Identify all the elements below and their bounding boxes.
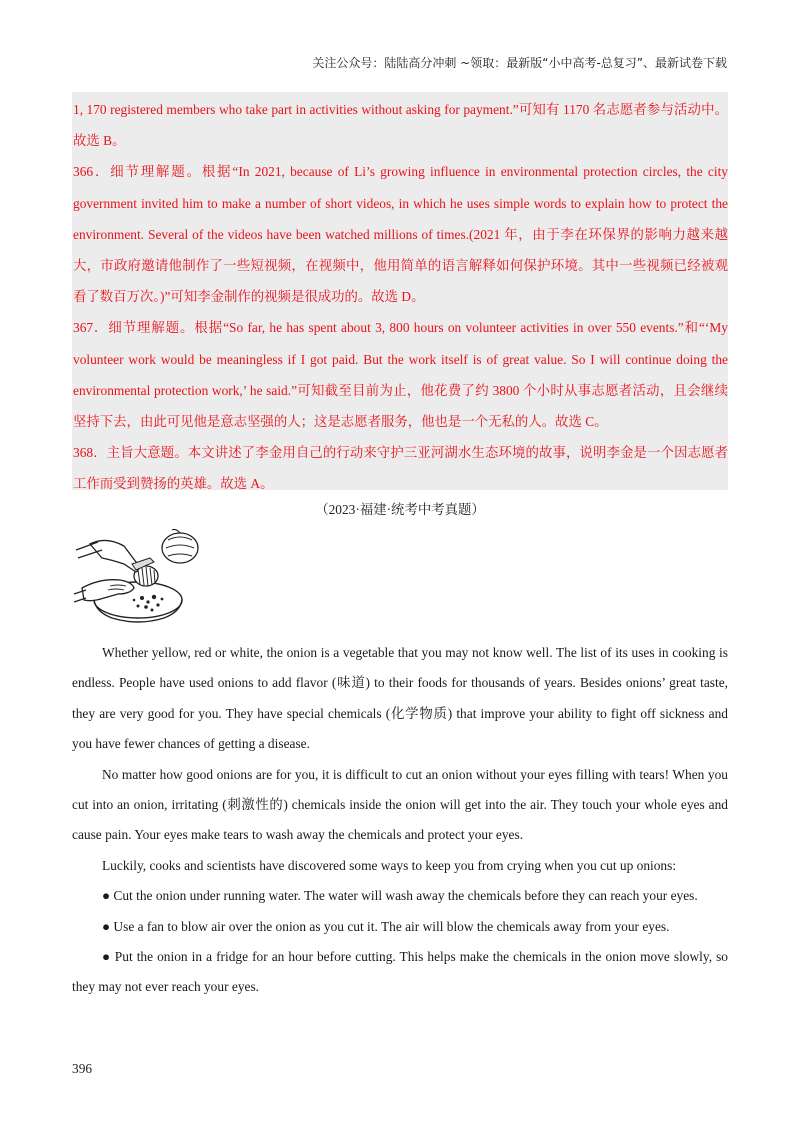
onion-cutting-illustration bbox=[72, 528, 204, 628]
passage-bullet: ● Use a fan to blow air over the onion as you cut it. The air will blow the chemicals away from your eyes. bbox=[102, 918, 670, 934]
question-source: （2023·福建·统考中考真题） bbox=[315, 502, 485, 517]
answer-365-continued: 1, 170 registered members who take part in activities without asking for payment.”可知有 1170 名志愿者参与活动中。故选 B。 bbox=[73, 102, 728, 149]
answer-368: 368．主旨大意题。本文讲述了李金用自己的行动来守护三亚河湖水生态环境的故事，说明李金是一个因志愿者工作而受到赞扬的英雄。故选 A。 bbox=[73, 445, 728, 492]
page-number: 396 bbox=[72, 1061, 93, 1076]
passage-paragraph: Luckily, cooks and scientists have discovered some ways to keep you from crying when you cut up onions: bbox=[102, 857, 677, 873]
passage-paragraph: No matter how good onions are for you, it is difficult to cut an onion without your eyes filling with tears! When you cut into an onion, irritating (刺激性的) chemicals inside the onion will get into the air. They touch your whole eyes and cause pain. Your eyes make tears to wash away the chemicals and protect your eyes. bbox=[72, 766, 728, 843]
passage-bullet: ● Cut the onion under running water. The water will wash away the chemicals before they can reach your eyes. bbox=[102, 888, 698, 904]
answer-366: 366．细节理解题。根据“In 2021, because of Li’s growing influence in environmental protection circles, the city government invited him to make a number of short videos, in which he uses simple words to explain how to protect the environment. Several of the videos have been watched millions of times.(2021 年，由于李在环保界的影响力越来越大，市政府邀请他制作了一些短视频，在视频中，他用简单的语言解释如何保护环境。其中一些视频已经被观看了数百万次。)”可知李金制作的视频是很成功的。故选 D。 bbox=[73, 164, 728, 305]
passage-paragraph: Whether yellow, red or white, the onion is a vegetable that you may not know well. The list of its uses in cooking is endless. People have used onions to add flavor (味道) to their foods for thousands of years. Besides onions’ great taste, they are very good for you. They have special chemicals (化学物质) that improve your ability to fight off sickness and you have fewer chances of getting a disease. bbox=[72, 645, 728, 752]
passage-bullet: ● Put the onion in a fridge for an hour before cutting. This helps make the chemicals in the onion move slowly, so they may not ever reach your eyes. bbox=[72, 949, 728, 995]
reading-passage bbox=[72, 638, 728, 1003]
answer-explanations bbox=[72, 92, 728, 490]
page-header: 关注公众号：陆陆高分冲刺 ~领取：最新版“小中高考-总复习”、最新试卷下载 bbox=[312, 56, 727, 70]
answer-367: 367．细节理解题。根据“So far, he has spent about 3, 800 hours on volunteer activities in over 550 events.”和“‘My volunteer work would be meaningless if I got paid. But the work itself is of great value. So I will continue doing the environmental protection work,’ he said.”可知截至目前为止，他花费了约 3800 个小时从事志愿者活动，且会继续坚持下去，由此可见他是意志坚强的人；这是志愿者服务，他也是一个无私的人。故选 C。 bbox=[73, 320, 728, 430]
